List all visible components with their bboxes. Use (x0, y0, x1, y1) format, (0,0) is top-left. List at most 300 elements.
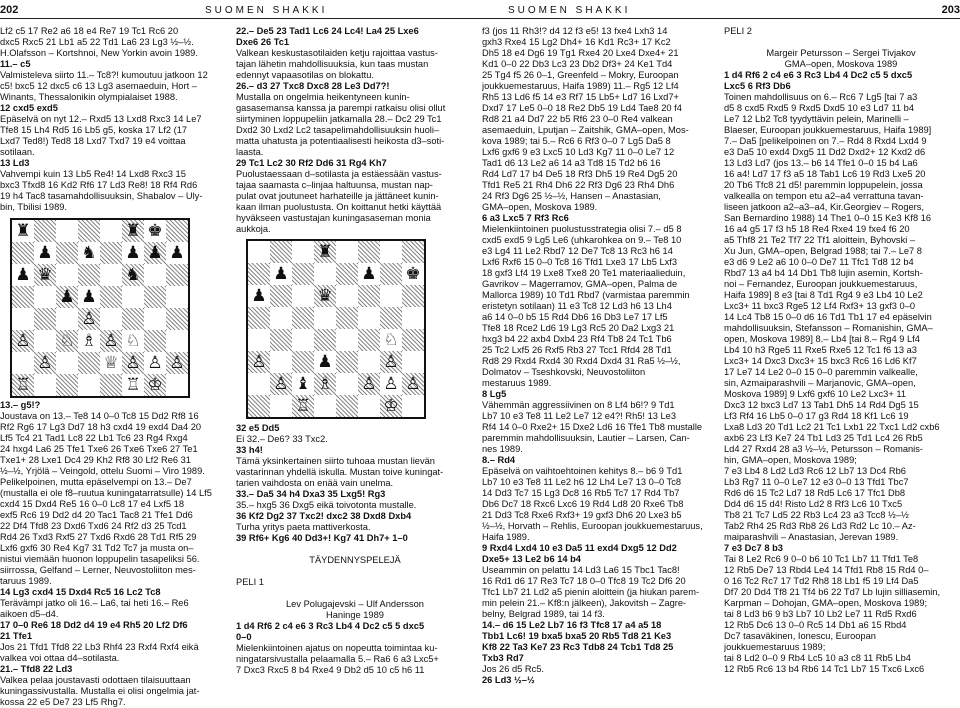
text-line: Joustava on 13.– Te8 14 0–0 Tc8 15 Dd2 Rf8 16 (0, 411, 199, 421)
text-line: gasasemansa kanssa ja parempi ratkaisu olisi ollut (236, 103, 446, 113)
text-line: taruus 1989. (0, 576, 52, 586)
board-square (34, 352, 56, 374)
board-square (292, 263, 314, 285)
board-square (358, 263, 380, 285)
text-line: Epäselvä on vaihtoehtoinen kehitys 8.– b6 9 Td1 (482, 466, 683, 476)
board-square (144, 352, 166, 374)
text-line: Dxd7 17 Le5 0–0 18 Re2 Db5 19 Ld4 Tae8 20 f4 (482, 103, 682, 113)
move-line: 21 Tfe1 (0, 631, 33, 641)
board-square (314, 329, 336, 351)
text-line: Dd4 d6 15 d4! Risto Ld2 8 Rf3 Lc6 10 Txc5 (724, 499, 903, 509)
move-line: 8 Lg5 (482, 389, 507, 399)
text-line: Tfe8 18 Rce2 Ld6 19 Lg3 Rc5 20 Da2 Lxg3 21 (482, 323, 675, 333)
text-line: 7 e3 Lb4 8 Ld2 Ld3 Rc6 12 Lb7 13 Dc4 Rb6 (724, 466, 906, 476)
board-square (314, 241, 336, 263)
text-line: Lb3 Rg7 11 0–0 Le7 12 e3 0–0 13 Tfd1 Tbc7 (724, 477, 909, 487)
board-square (34, 286, 56, 308)
text-line: Rd6 d6 15 Tc2 Ld7 18 Rd5 Lc6 17 Tfc1 Db8 (724, 488, 906, 498)
text-line: Tb8 21 Tc7 Ld5 22 Rb3 Lc4 23 a3 Tcc8 ½–½ (724, 510, 909, 520)
board-square (248, 373, 270, 395)
text-column-2-continued (236, 423, 474, 676)
move-line: 17 0–0 Re6 18 Dd2 d4 19 e4 Rh5 20 Lf2 Df6 (0, 620, 188, 630)
running-head: SUOMEN SHAKKI (508, 5, 631, 16)
running-head: SUOMEN SHAKKI (205, 5, 328, 16)
text-line: Dxd2 30 Lxd2 Lc2 tasapelimahdollisuuksin huoli– (236, 125, 440, 135)
text-line: Terävämpi jatko oli 16.– La6, tai heti 16.– Re6 (0, 598, 189, 608)
white-pawn-icon: ♙ (147, 353, 163, 373)
move-line: 11.– c5 (0, 59, 31, 69)
board-square (270, 395, 292, 417)
text-line: valkealla on tempon etu a2–a4 verrattuna tavan- (724, 191, 924, 201)
board-square (100, 330, 122, 352)
text-line: kova 1989; tai 5.– Rc6 6 Rf3 0–0 7 Lg5 Da5 8 (482, 136, 671, 146)
text-column-3 (482, 26, 714, 686)
board-square (166, 264, 188, 286)
board-square (34, 264, 56, 286)
board-square (402, 351, 424, 373)
text-line: noi – Fernandez, Euroopan joukkuemestaruus, (724, 279, 918, 289)
board-square (270, 285, 292, 307)
text-line: a5 Thf8 21 Te2 Tf7 22 Tf1 aloittein, Byhovski – (724, 235, 916, 245)
board-square (314, 373, 336, 395)
board-square (100, 220, 122, 242)
text-line: Jos 26 d5 Rc5. (482, 664, 545, 674)
board-square (34, 330, 56, 352)
board-square (336, 241, 358, 263)
board-square (144, 308, 166, 330)
text-line: Mustalla on ongelmia heikentyneen kunin- (236, 92, 410, 102)
text-line: Dolmatov – Tseshkovski, Neuvostoliiton (482, 367, 646, 377)
board-square (100, 286, 122, 308)
board-square (56, 374, 78, 396)
text-line: Lxf6 gxf6 9 e3 Lxc5 10 Ld3 Kg7 11 0–0 Le7 12 (482, 147, 675, 157)
text-line: 0 16 Tc2 Rc7 17 Td2 Rh8 18 Lb1 f5 19 Lf4 Da5 (724, 576, 919, 586)
text-line: Lxf6 gxf6 30 Re4 Kg7 31 Td2 Tc7 ja musta on– (0, 543, 194, 553)
black-queen-icon: ♛ (317, 286, 333, 306)
text-line: 17 Le7 14 Le2 0–0 15 0–0 paremmin valkealle, (724, 367, 918, 377)
text-line: kaan ilman puolustusta. On koittanut hetki käyttää (236, 202, 442, 212)
board-square (402, 241, 424, 263)
text-line: Haifa 1989] 8 e3 [tai 8 Td1 Rg4 9 e3 Lb4 10 Le2 (724, 290, 923, 300)
text-line: 35.– hxg5 36 Dxg5 eikä toivotonta mustalle. (236, 500, 417, 510)
text-line: Lxc3+ 14 Dxc3 Dxc3+ 15 bxc3 Rc6 16 Ld6 Kf7 (724, 356, 917, 366)
board-square (34, 308, 56, 330)
text-line: kuningassivustalla. Mustalla ei olisi ongelmia jat- (0, 686, 200, 696)
black-pawn-icon: ♟ (147, 243, 163, 263)
chess-diagram-1-wrap (0, 214, 228, 402)
page-number: 202 (0, 4, 19, 16)
move-line: 36 Kf2 Dg2 37 Txc2! dxc2 38 Dxd8 Dxb4 (236, 511, 412, 521)
black-queen-icon: ♛ (37, 265, 53, 285)
text-line: Useammin on pelattu 14 Ld3 La6 15 Tbc1 Tac8! (482, 565, 680, 575)
text-line: 25 Tc2 Lxf5 26 Rxf5 Rb3 27 Tcc1 Rfd4 28 Td1 (482, 345, 672, 355)
text-line: 16 a4! Ld7 17 f3 a5 18 Tab1 Lc6 19 Rd3 Lxe5 20 (724, 169, 926, 179)
white-king-icon: ♔ (147, 375, 163, 395)
board-square (122, 352, 144, 374)
text-line: liseen jatkoon a2–a3–a4, Kir.Georgiev – Rogers, (724, 202, 925, 212)
move-line: 9 Rxd4 Lxd4 10 e3 Da5 11 exd4 Dxg5 12 Dd2 (482, 543, 677, 553)
text-line: 14 Lc4 Tb8 15 0–0 d6 16 Td1 Tb1 17 e4 epäselvin (724, 312, 932, 322)
text-line: bin, Tbilisi 1989. (0, 202, 68, 212)
text-line: Tämä yksinkertainen siirto tuhoaa mustan lievän (236, 456, 435, 466)
text-line: aikoen d5–d4. (0, 609, 59, 619)
board-square (122, 374, 144, 396)
board-square (248, 263, 270, 285)
board-square (248, 307, 270, 329)
move-line: 13 Ld3 (0, 158, 30, 168)
text-line: Haninge 1989 (326, 610, 384, 620)
text-line: Rd8 21 a4 Dd7 22 b5 Rf6 23 0–0 Re4 valkean (482, 114, 673, 124)
move-line: Txb3 Rd7 (482, 653, 524, 663)
text-line: Tai 8 Le2 Rc6 9 0–0 b6 10 Tc1 Lb7 11 Tfd1 Te8 (724, 554, 919, 564)
board-square (78, 264, 100, 286)
move-line: 21.– Tfd8 22 Ld3 (0, 664, 73, 674)
text-line: 24 hxg4 La6 25 Tfe1 Txe6 26 Txe6 Txe6 27 Te1 (0, 444, 198, 454)
text-line: open, Moskova 1989] 8.– Lb4 [tai 8.– Rg4 9 Lf4 (724, 334, 920, 344)
black-pawn-icon: ♟ (361, 264, 377, 284)
text-line: Lxc3+ 11 bxc3 Rge5 12 Lf4 Rxf3+ 13 gxf3 0–0 (724, 301, 916, 311)
board-square (144, 374, 166, 396)
move-line: 8.– Rd4 (482, 455, 516, 465)
text-line: PELI 2 (724, 26, 752, 36)
text-line: Ei 32.– De6? 33 Txc2. (236, 434, 328, 444)
black-pawn-icon: ♟ (125, 243, 141, 263)
board-square (358, 241, 380, 263)
board-square (380, 263, 402, 285)
board-square (34, 242, 56, 264)
board-square (402, 285, 424, 307)
black-pawn-icon: ♟ (169, 243, 185, 263)
text-line: e3 Lg4 11 Le2 Rbd7 12 De7 Tc8 13 Rc3 h6 14 (482, 246, 673, 256)
text-line: Mielenkiintoinen puolustusstrategia olisi 7.– d5 8 (482, 224, 682, 234)
text-column-1-continued (0, 400, 228, 708)
text-line: Dxc3 12 bxc3 Ld7 13 Tab1 Dh5 14 Rd4 Dg5 15 (724, 400, 919, 410)
text-line: cxd4 15 Dxd4 Re5 16 0–0 Lc8 17 e4 Lxf5 18 (0, 499, 185, 509)
text-line: TÄYDENNYSPELEJÄ (309, 555, 401, 565)
black-pawn-icon: ♟ (59, 287, 75, 307)
black-pawn-icon: ♟ (251, 286, 267, 306)
text-line: Toinen mahdollisuus on 6.– Rc6 7 Lg5 [tai 7 a3 (724, 92, 918, 102)
text-line: asemaeduin, Lputjan – Zaitshik, GMA–open, Mos- (482, 125, 689, 135)
right-page (480, 0, 960, 684)
text-line: pulat ovat joutuneet harhateille ja jättäneet kunin- (236, 191, 439, 201)
text-line: Lxd7 Ted8!) Ted8 18 Lxd7 Txd7 19 e4 voittaa (0, 136, 186, 146)
text-line: 7 Dxc3 Rxc5 8 b4 Rxe4 9 Db2 d5 10 c5 h6 11 (236, 665, 425, 675)
text-line: Margeir Petursson – Sergei Tivjakov (766, 48, 916, 58)
board-square (166, 308, 188, 330)
move-line: Tbb1 Lc6! 19 bxa5 bxa5 20 Rb5 Td8 21 Ke3 (482, 631, 672, 641)
move-line: 14.– d6 15 Le2 Lb7 16 f3 Tfc8 17 a4 a5 18 (482, 620, 662, 630)
board-square (380, 307, 402, 329)
black-pawn-icon: ♟ (81, 287, 97, 307)
board-square (292, 373, 314, 395)
text-line: tarien vaihdosta on enää vain unelma. (236, 478, 394, 488)
text-line: 21 Dd3 Tc8 Rxe6 Rxf3+ 19 gxf3 Dh6 20 Lxe3 b5 (482, 510, 682, 520)
text-line: tai 8 Ld2 0–0 9 Rb4 Lc5 10 a3 c8 11 Rb5 Lb4 (724, 653, 911, 663)
text-line: Epäselvä on nyt 12.– Rxd5 13 Lxd8 Rxc3 14 Le7 (0, 114, 202, 124)
text-line: Lf2 c5 17 Re2 a6 18 e4 Re7 19 Tc1 Rc6 20 (0, 26, 179, 36)
text-line: paremmin mahdollisuuksin, Lautier – Larsen, Can- (482, 433, 690, 443)
text-line: siirtyminen loppupeliin jatkamalla 28.– Dc2 29 Tc1 (236, 114, 442, 124)
board-square (56, 264, 78, 286)
page-number: 203 (941, 4, 960, 16)
text-line: hyväkseen vastustajan kuningasaseman monia (236, 213, 431, 223)
move-line: Dxe6 26 Tc1 (236, 37, 290, 47)
move-line: 0–0 (236, 632, 252, 642)
left-page-header (0, 4, 480, 19)
text-line: Jos 21 Tfd1 Tfd8 22 Lb3 Rhf4 23 Rxf4 Rxf4 eikä (0, 642, 199, 652)
text-line: 19 h4 Tac8 tasamahdollisuuksin, Shabalov – Uly- (0, 191, 203, 201)
board-square (122, 308, 144, 330)
text-line: Txe1+ 28 Lxe1 Dc4 29 Kh2 Rf8 30 Lf2 Re6 31 (0, 455, 191, 465)
white-pawn-icon: ♙ (169, 353, 185, 373)
move-line: 26.– d3 27 Txc8 Dxc8 28 Le3 Dd7?! (236, 81, 390, 91)
text-line: Rd4 Ld7 17 b4 De5 18 Rf3 Dh5 19 Re4 Dg5 20 (482, 169, 678, 179)
board-square (402, 373, 424, 395)
text-line: Blaeser, Euroopan joukkuemestaruus, Haifa 1989] (724, 125, 932, 135)
board-square (270, 373, 292, 395)
board-square (270, 307, 292, 329)
black-king-icon: ♚ (147, 221, 163, 241)
board-square (56, 352, 78, 374)
white-bishop-icon: ♗ (81, 331, 97, 351)
board-square (78, 242, 100, 264)
text-line: PELI 1 (236, 577, 264, 587)
white-pawn-icon: ♙ (383, 352, 399, 372)
board-square (292, 307, 314, 329)
board-square (78, 220, 100, 242)
board-square (402, 307, 424, 329)
text-line: hin, GMA–open, Moskova 1989; (724, 455, 857, 465)
text-line: siirrossa, Gelfand – Lerner, Neuvostoliiton mes- (0, 565, 196, 575)
board-square (122, 330, 144, 352)
text-line: joukkuemestaruus 1989; (724, 642, 826, 652)
text-line: Pelikelpoinen, mutta epäselvempi on 13.– De7 (0, 477, 192, 487)
text-line: kossa 22 e5 De7 23 Lf5 Rhg7. (0, 697, 126, 707)
board-square (270, 351, 292, 373)
board-square (358, 307, 380, 329)
board-square (78, 286, 100, 308)
board-square (402, 329, 424, 351)
move-line: 39 Rf6+ Kg6 40 Dd3+! Kg7 41 Dh7+ 1–0 (236, 533, 408, 543)
board-square (292, 351, 314, 373)
text-line: Valkean keskustasotilaiden ketju rajoittaa vastus- (236, 48, 438, 58)
board-square (314, 307, 336, 329)
text-line: Mallorca 1989) 10 Td1 Rbd7 (varmistaa paremmin (482, 290, 690, 300)
board-square (380, 285, 402, 307)
board-square (166, 352, 188, 374)
board-square (166, 242, 188, 264)
board-square (270, 263, 292, 285)
board-square (402, 395, 424, 417)
board-square (100, 264, 122, 286)
text-line: dxc5 Rxc5 21 Lb1 a5 22 Td1 La6 23 Lg3 ½–½. (0, 37, 194, 47)
white-knight-icon: ♘ (383, 330, 399, 350)
board-square (336, 285, 358, 307)
board-square (78, 352, 100, 374)
text-line: Winants, Thessalonikin olympialaiset 1988. (0, 92, 178, 102)
board-square (166, 374, 188, 396)
text-line: Rf4 14 0–0 Rxe2+ 15 Dxe2 Ld6 16 Tfe1 Tb8 mustalle (482, 422, 703, 432)
board-square (358, 285, 380, 307)
text-line: Lb4 10 h3 Rge5 11 Rxe5 Rxe5 12 Tc1 f6 13 a3 (724, 345, 917, 355)
text-line: sotilaan. (0, 147, 35, 157)
board-square (166, 286, 188, 308)
white-pawn-icon: ♙ (273, 374, 289, 394)
black-pawn-icon: ♟ (317, 352, 333, 372)
text-line: Dc7 tasaväkinen, Ionescu, Euroopan (724, 631, 876, 641)
move-line: 22.– De5 23 Tad1 Lc6 24 Lc4! La4 25 Lxe6 (236, 26, 419, 36)
board-square (12, 264, 34, 286)
white-pawn-icon: ♙ (81, 309, 97, 329)
text-line: Rh5 13 Ld6 f5 14 e3 Rf7 15 Lb5+ Ld7 16 Lxd7+ (482, 92, 679, 102)
move-line: 1 d4 Rf6 2 c4 e6 3 Rc3 Lb4 4 Dc2 c5 5 dxc5 (236, 621, 425, 631)
board-square (336, 329, 358, 351)
text-line: Lxf6 Rxf6 15 0–0 Tc8 16 Tfd1 Lxe3 17 Lb5 Lxf3 (482, 257, 678, 267)
board-square (144, 286, 166, 308)
board-square (56, 330, 78, 352)
text-line: Haifa 1989. (482, 532, 530, 542)
board-square (144, 220, 166, 242)
text-line: sin, Azmaiparashvili – Marjanovic, GMA–open, (724, 378, 916, 388)
text-line: 20 Tb6 Tfc8 21 d5! paremmin loppupelein, jossa (724, 180, 923, 190)
text-line: ningatarsivustalla pelaamalla 5.– Ra6 6 a3 Lxc5+ (236, 654, 439, 664)
white-rook-icon: ♖ (295, 396, 311, 416)
board-square (314, 263, 336, 285)
text-line: tajaa saamasta c–linjaa haltuunsa, mustan nap- (236, 180, 433, 190)
text-line: 24 Rf3 Dg6 25 ½–½, Hansen – Anastasian, (482, 191, 661, 201)
text-line: 18 gxf3 Lf4 19 Lxe8 Txe8 20 Te1 materiaalieduin, (482, 268, 686, 278)
text-line: gxh3 Rxe4 15 Lg2 Dh4+ 16 Kd1 Rc3+ 17 Kc2 (482, 37, 671, 47)
text-line: maiparashvili – Anastasian, Jerevan 1989. (724, 532, 899, 542)
text-line: 16 a4 g5 17 f3 h5 18 Re4 Rxe4 19 fxe4 f6 20 (724, 224, 910, 234)
text-line: Turha yritys paeta mattiverkosta. (236, 522, 371, 532)
board-square (12, 352, 34, 374)
text-line: Valkea pelaa joustavasti odottaen tilaisuuttaan (0, 675, 191, 685)
chess-diagram-2 (246, 239, 426, 419)
board-square (358, 373, 380, 395)
board-square (56, 308, 78, 330)
text-line: Lev Polugajevski – Ulf Andersson (286, 599, 424, 609)
board-square (270, 329, 292, 351)
move-line: 7 e3 Dc7 8 b3 (724, 543, 783, 553)
text-line: Kd1 0–0 22 Db3 Lc3 23 Db2 Df3+ 24 Ke1 Td4 (482, 59, 673, 69)
board-square (100, 352, 122, 374)
text-line: Le7 12 Lb2 Tc8 tyydyttävin pelein, Marinelli – (724, 114, 909, 124)
text-line: min pelein 21.– Kf8:n jälkeen), Jakovitsh – Zagre- (482, 598, 687, 608)
text-line: aukkoja. (236, 224, 271, 234)
text-line: Db6 Dc7 18 Rxc6 Lxc6 19 Rd4 Ld8 20 Rxe6 Tb8 (482, 499, 684, 509)
white-king-icon: ♔ (383, 396, 399, 416)
board-square (380, 241, 402, 263)
text-line: H.Olafsson – Kortshnoi, New Yorkin avoin 1989. (0, 48, 198, 58)
text-line: 25 Tg4 f5 26 0–1, Greenfeld – Mokry, Euroopan (482, 70, 679, 80)
move-line: 26 Ld3 ½–½ (482, 675, 535, 685)
black-pawn-icon: ♟ (37, 243, 53, 263)
black-bishop-icon: ♝ (295, 374, 311, 394)
text-line: tajan lähetin mahdollisuuksia, kun taas mustan (236, 59, 429, 69)
white-knight-icon: ♘ (125, 331, 141, 351)
text-line: valkea voi ottaa d4–sotilasta. (0, 653, 120, 663)
text-line: vastarinnan yhdellä iskulla. Mustan toive kuningat- (236, 467, 444, 477)
black-knight-icon: ♞ (125, 265, 141, 285)
board-square (358, 351, 380, 373)
board-square (166, 220, 188, 242)
board-square (402, 263, 424, 285)
white-rook-icon: ♖ (125, 375, 141, 395)
board-square (12, 286, 34, 308)
chess-diagram-2-wrap (236, 235, 474, 423)
text-line: (mustalla ei ole f8–ruutua kuningatarratsulle) 14 Lf5 (0, 488, 212, 498)
white-pawn-icon: ♙ (15, 331, 31, 351)
text-line: tai 8 Ld3 b6 9 b3 Lb7 10 Lb2 Le7 11 Rd5 Rxd6 (724, 609, 917, 619)
text-line: exf5 Rc6 19 Dd2 d4 20 Tac1 Tac8 21 Tfe1 Dd6 (0, 510, 193, 520)
board-square (12, 308, 34, 330)
white-pawn-icon: ♙ (125, 353, 141, 373)
white-rook-icon: ♖ (15, 375, 31, 395)
text-column-2 (236, 26, 474, 235)
black-rook-icon: ♜ (15, 221, 31, 241)
text-line: c5! bxc5 12 dxc5 c6 13 Lg3 asemaeduin, Hort – (0, 81, 197, 91)
black-rook-icon: ♜ (125, 221, 141, 241)
text-line: cxd5 exd5 9 Lg5 Le6 (uhkarohkea on 9.– Te8 10 (482, 235, 682, 245)
board-square (314, 395, 336, 417)
black-pawn-icon: ♟ (15, 265, 31, 285)
text-line: joukkuemestaruus, Haifa 1989) 11.– Rg5 12 Lf4 (482, 81, 679, 91)
board-square (248, 285, 270, 307)
move-line: 6 a3 Lxc5 7 Rf3 Rc6 (482, 213, 569, 223)
text-line: GMA–open, Moskova 1989. (482, 202, 598, 212)
text-line: Mielenkiintoinen ajatus on nopeutta toimintaa ku- (236, 643, 438, 653)
move-line: 13.– g5!? (0, 400, 41, 410)
move-line: 33 h4! (236, 445, 263, 455)
white-knight-icon: ♘ (59, 331, 75, 351)
text-line: 12 Rb5 Dc6 13 0–0 Rc5 14 Db1 a6 15 Rbd4 (724, 620, 907, 630)
text-line: Lf5 Tc4 21 Tad1 Lc8 22 Lb1 Tc6 23 Rg4 Rxg4 (0, 433, 188, 443)
text-line: 14 Dd3 Tc7 15 Lg3 Dc8 16 Rb5 Tc7 17 Rd4 Tb7 (482, 488, 680, 498)
text-line: d5 8 cxd5 Rxd5 9 Rxd5 Dxd5 10 e3 Ld7 11 b4 (724, 103, 915, 113)
text-line: matta uhatusta ja potentiaalisesti heikosta d3–soti- (236, 136, 445, 146)
move-line: 29 Tc1 Lc2 30 Rf2 Dd6 31 Rg4 Kh7 (236, 158, 387, 168)
board-square (56, 286, 78, 308)
spacer (236, 566, 474, 577)
white-pawn-icon: ♙ (251, 352, 267, 372)
board-square (380, 329, 402, 351)
text-line: bxc3 Tfxd8 16 Kd2 Rf6 17 Ld3 Re8! 18 Rf4 Rd6 (0, 180, 198, 190)
black-knight-icon: ♞ (81, 243, 97, 263)
text-line: Lxa8 Ld3 20 Td1 Lc2 21 Tc1 Lxb1 22 Txc1 Ld2 cxb6 (724, 422, 940, 432)
white-pawn-icon: ♙ (361, 374, 377, 394)
white-bishop-icon: ♗ (317, 374, 333, 394)
text-line: ½–½, Yrjölä – Veingold, ottelu Suomi – Viro 1989. (0, 466, 205, 476)
board-square (122, 264, 144, 286)
text-line: f3 (jos 11 Rh3!? d4 12 f3 e5! 13 fxe4 Lxh3 14 (482, 26, 668, 36)
board-square (380, 373, 402, 395)
board-square (12, 330, 34, 352)
text-line: mahdollisuuksin, Stefansson – Romanishin, GMA– (724, 323, 933, 333)
text-line: Tfe8 15 Lh4 Rd5 16 Lb5 g5, koska 17 Lf2 (17 (0, 125, 188, 135)
text-line: Lb7 10 e3 Te8 11 Le2 Le7 12 e4?! Rh5! 13 Le3 (482, 411, 677, 421)
board-square (292, 395, 314, 417)
move-line: Lxc5 6 Rf3 Db6 (724, 81, 791, 91)
text-line: Xu Jun, GMA–open, Belgrad 1988; tai 7.– Le7 8 (724, 246, 922, 256)
board-square (144, 242, 166, 264)
board-square (100, 242, 122, 264)
text-line: Df7 20 Dd4 Tf8 21 Tf4 b6 22 Td7 Lb lujin silliasemin, (724, 587, 941, 597)
text-line: Karpman – Dohojan, GMA–open, Moskova 1989; (724, 598, 928, 608)
board-square (248, 395, 270, 417)
board-square (248, 241, 270, 263)
